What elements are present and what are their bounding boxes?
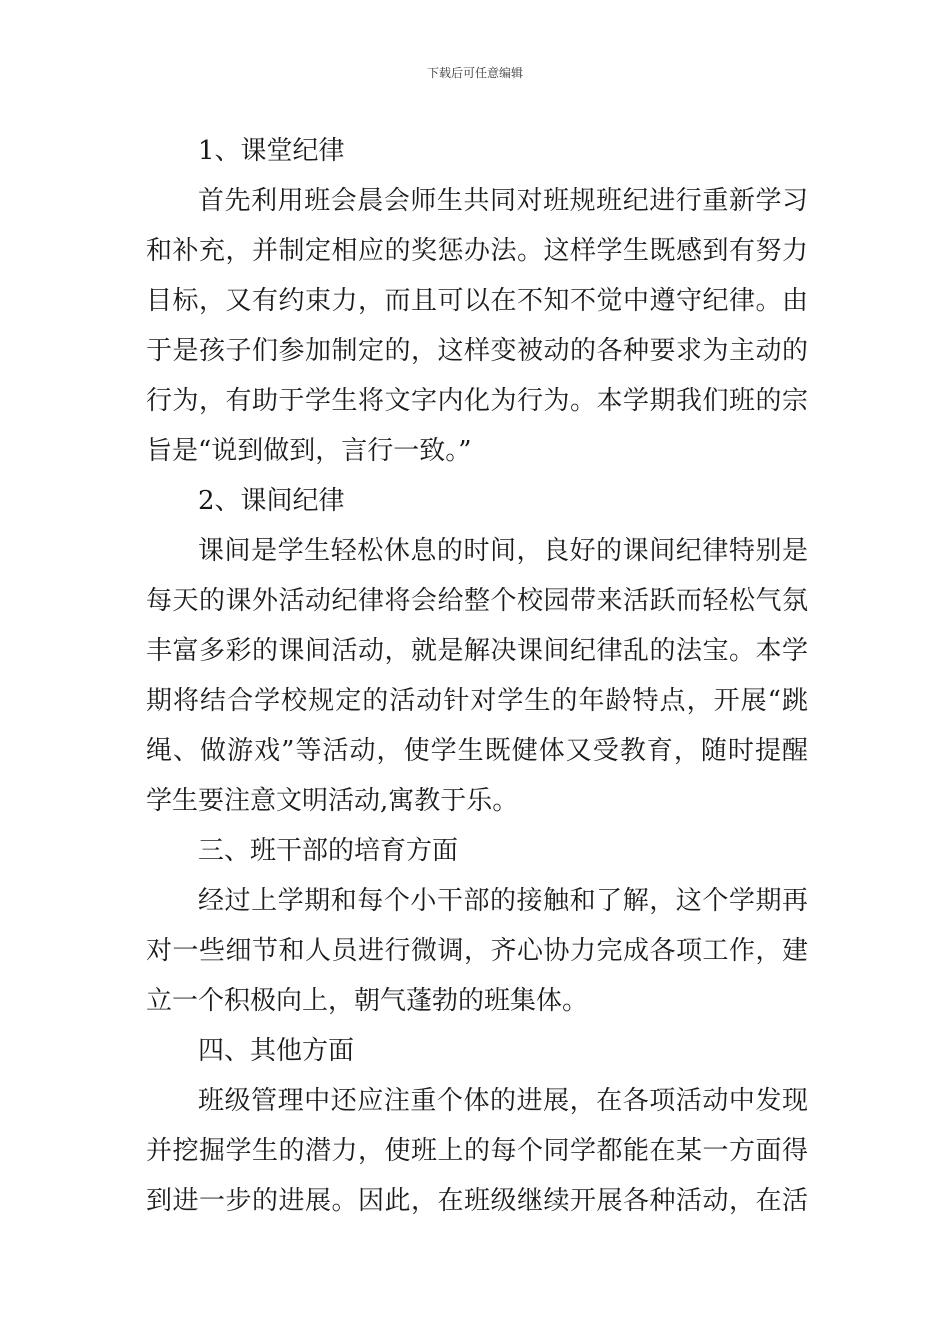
- paragraph-line: 行为，有助于学生将文字内化为行为。本学期我们班的宗: [146, 386, 808, 416]
- paragraph-line: 丰富多彩的课间活动，就是解决课间纪律乱的法宝。本学: [146, 636, 808, 666]
- paragraph-line: 学生要注意文明活动,寓教于乐。: [146, 786, 519, 816]
- paragraph-line: 班级管理中还应注重个体的进展，在各项活动中发现: [198, 1086, 808, 1116]
- paragraph-line: 绳、做游戏”等活动，使学生既健体又受教育，随时提醒: [146, 736, 808, 766]
- paragraph-line: 期将结合学校规定的活动针对学生的年龄特点，开展“跳: [146, 686, 808, 716]
- paragraph-line: 旨是“说到做到，言行一致。”: [146, 436, 472, 466]
- paragraph-line: 于是孩子们参加制定的，这样变被动的各种要求为主动的: [146, 336, 808, 366]
- document-body: [146, 126, 808, 1226]
- section-heading-break-discipline: 2、课间纪律: [198, 486, 345, 516]
- paragraph-line: 并挖掘学生的潜力，使班上的每个同学都能在某一方面得: [146, 1136, 808, 1166]
- paragraph-line: 对一些细节和人员进行微调，齐心协力完成各项工作，建: [146, 936, 808, 966]
- paragraph-line: 每天的课外活动纪律将会给整个校园带来活跃而轻松气氛: [146, 586, 808, 616]
- paragraph-line: 课间是学生轻松休息的时间，良好的课间纪律特别是: [198, 536, 808, 566]
- paragraph-line: 到进一步的进展。因此，在班级继续开展各种活动，在活: [146, 1186, 808, 1216]
- paragraph-line: 经过上学期和每个小干部的接触和了解，这个学期再: [198, 886, 808, 916]
- section-heading-classroom-discipline: 1、课堂纪律: [198, 136, 345, 166]
- section-heading-other-aspects: 四、其他方面: [198, 1036, 355, 1066]
- section-heading-class-cadre-training: 三、班干部的培育方面: [198, 836, 459, 866]
- paragraph-line: 和补充，并制定相应的奖惩办法。这样学生既感到有努力: [146, 236, 808, 266]
- paragraph-line: 立一个积极向上，朝气蓬勃的班集体。: [146, 986, 589, 1016]
- page-header: 下载后可任意编辑: [426, 66, 523, 80]
- paragraph-line: 首先利用班会晨会师生共同对班规班纪进行重新学习: [198, 186, 808, 216]
- paragraph-line: 目标，又有约束力，而且可以在不知不觉中遵守纪律。由: [146, 286, 808, 316]
